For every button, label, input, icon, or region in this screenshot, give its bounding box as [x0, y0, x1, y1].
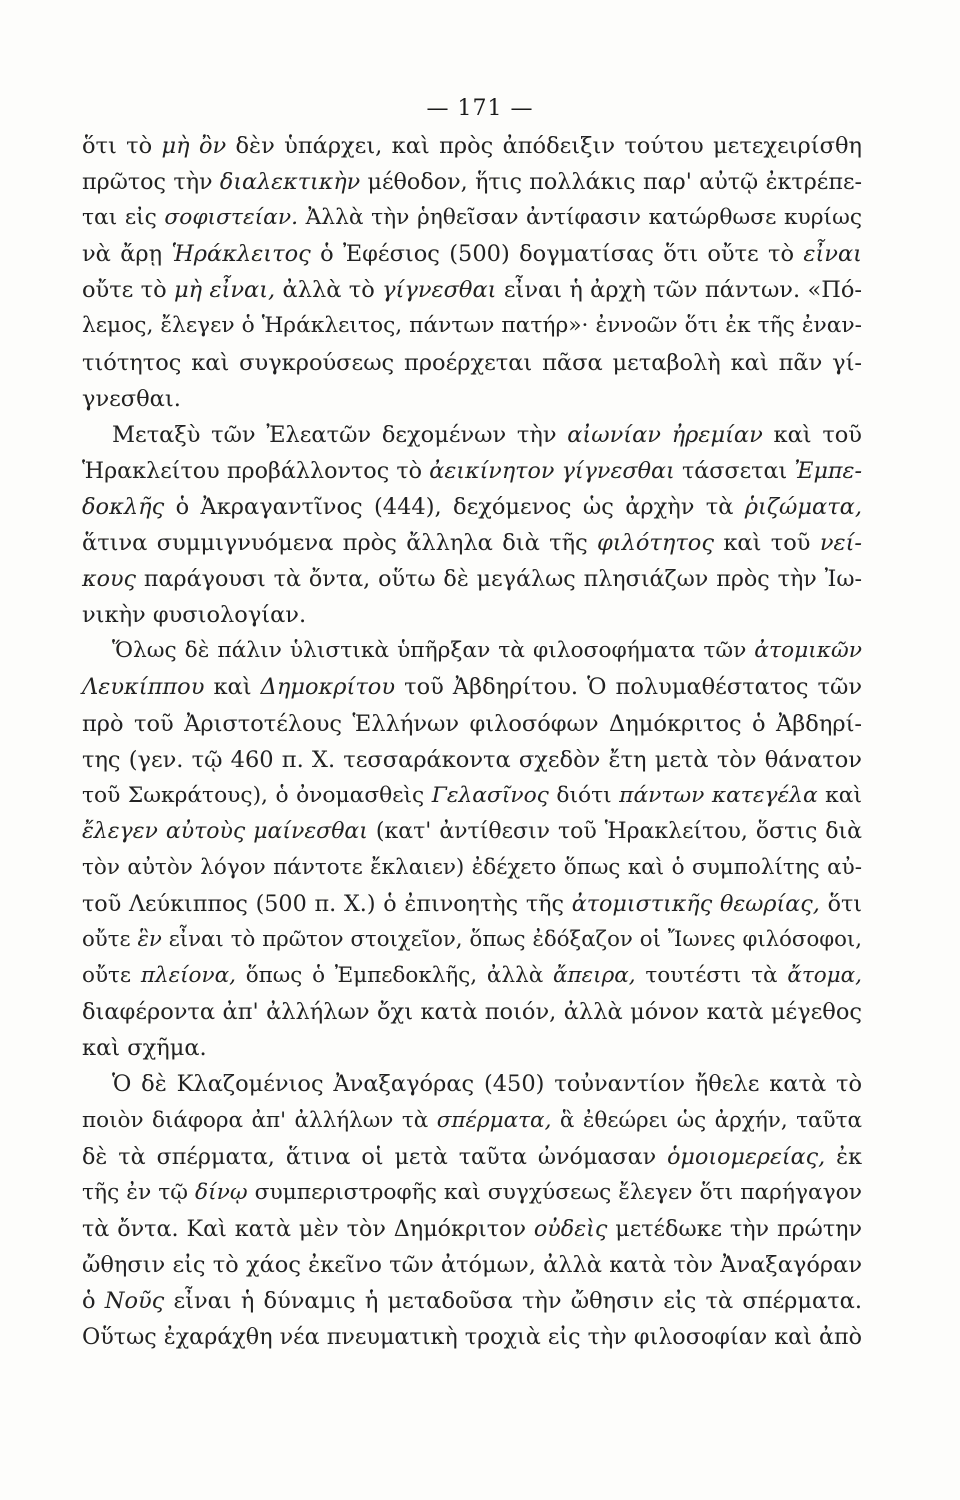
text-line — [82, 922, 862, 958]
text-segment: νὰ ἄρῃ — [82, 241, 172, 268]
italic-term: Γελασῖνος — [431, 782, 549, 808]
text-segment: συμπεριστροφῆς καὶ συγχύσεως ἔλεγεν ὅτι παρήγαγον — [247, 1179, 862, 1205]
text-line — [82, 381, 862, 417]
text-line — [82, 1211, 862, 1247]
text-segment: ὁ Ἀκραγαντῖνος (444), δεχόμενος ὡς ἀρχὴν τὰ — [164, 493, 745, 520]
text-segment: τὸν αὐτὸν λόγον πάντοτε ἔκλαιεν) ἐδέχετο ὅπως καὶ ὁ συμπολίτης αὐ- — [82, 854, 862, 880]
italic-term: Νοῦς — [104, 1288, 165, 1314]
text-segment: καὶ τοῦ — [713, 530, 820, 557]
text-line — [82, 1103, 862, 1139]
italic-term: σπέρματα, — [436, 1107, 552, 1133]
italic-term: σοφιστείαν. — [164, 205, 298, 231]
text-segment: Μεταξὺ τῶν Ἐλεατῶν δεχομένων τὴν — [112, 421, 568, 448]
text-segment: μετέδωκε τὴν πρώτην — [607, 1215, 862, 1242]
text-segment: ὅτι — [819, 890, 862, 917]
text-segment: ὁ Ἐφέσιος (500) δογματίσας ὅτι οὔτε τὸ — [310, 241, 804, 268]
text-line — [82, 345, 862, 381]
text-line — [82, 994, 862, 1030]
italic-term: Δημοκρίτου — [260, 674, 396, 701]
text-line — [82, 742, 862, 778]
italic-term: ἀτομιστικῆς θεωρίας, — [571, 890, 820, 917]
text-segment: λεμος, ἔλεγεν ὁ Ἡράκλειτος, πάντων πατήρ»· ἐννοῶν ὅτι ἐκ τῆς ἐναν- — [82, 313, 862, 339]
text-line — [82, 1030, 862, 1066]
text-segment: εἶναι τὸ πρῶτον στοιχεῖον, ὅπως ἐδόξαζον οἱ Ἴωνες φιλόσοφοι, — [161, 927, 862, 953]
text-line — [82, 128, 862, 164]
italic-term: ῥιζώματα, — [744, 493, 862, 520]
text-line — [82, 236, 862, 272]
italic-term: ἄπειρα, — [553, 963, 636, 989]
text-line — [82, 1139, 862, 1175]
text-line — [82, 308, 862, 344]
italic-term: φιλότητος — [597, 530, 714, 557]
text-segment: οὔτε τὸ — [82, 277, 174, 304]
text-segment: εἶναι ἡ ἀρχὴ τῶν πάντων. «Πό- — [496, 277, 862, 304]
text-segment: (κατ' ἀντίθεσιν τοῦ Ἡρακλείτου, ὅστις διὰ — [367, 818, 862, 844]
text-line — [82, 525, 862, 561]
text-line — [82, 1247, 862, 1283]
italic-term: ἓν — [137, 927, 162, 953]
text-segment: εἶναι ἡ δύναμις ἡ μεταδοῦσα τὴν ὤθησιν εἰς τὰ σπέρματα. — [164, 1288, 862, 1314]
text-segment: τάσσεται — [674, 457, 795, 484]
text-segment: ἀλλὰ τὸ — [275, 277, 383, 304]
text-segment: τοῦ Σωκράτους), ὁ ὀνομασθεὶς — [82, 782, 432, 808]
text-segment: καὶ — [204, 674, 261, 701]
italic-term: πάντων κατεγέλα — [619, 782, 818, 808]
text-segment: Ὅλως δὲ πάλιν ὑλιστικὰ ὑπῆρξαν τὰ φιλοσοφήματα τῶν — [112, 638, 755, 664]
text-segment: πρὸ τοῦ Ἀριστοτέλους Ἑλλήνων φιλοσόφων Δημόκριτος ὁ Ἀβδηρί- — [82, 710, 862, 737]
text-segment: τοῦ Ἀβδηρίτου. Ὁ πολυμαθέστατος τῶν — [395, 674, 862, 701]
text-segment: της (γεν. τῷ 460 π. Χ. τεσσαράκοντα σχεδὸν ἔτη μετὰ τὸν θάνατον — [82, 746, 862, 773]
text-line — [82, 164, 862, 200]
text-segment: Ἡρακλείτου προβάλλοντος τὸ — [82, 457, 430, 484]
italic-term: οὐδεὶς — [533, 1215, 608, 1242]
italic-term: Ἡράκλειτος — [171, 241, 311, 268]
italic-term: ἄτομα, — [787, 963, 862, 989]
text-segment: ὤθησιν εἰς τὸ χάος ἐκεῖνο τῶν ἀτόμων, ἀλλὰ κατὰ τὸν Ἀναξαγόραν — [82, 1251, 862, 1278]
text-segment: ται εἰς — [82, 205, 165, 231]
text-segment: τουτέστι τὰ — [635, 963, 788, 989]
text-line — [82, 1283, 862, 1319]
text-segment: τὰ ὄντα. Καὶ κατὰ μὲν τὸν Δημόκριτον — [82, 1215, 534, 1242]
italic-term: κους — [82, 566, 136, 593]
text-segment: καὶ σχῆμα. — [82, 1035, 207, 1062]
italic-term: γίγνεσθαι — [382, 277, 497, 304]
text-line — [82, 814, 862, 850]
italic-term: ἔλεγεν αὐτοὺς μαίνεσθαι — [82, 818, 368, 844]
italic-term: Ἐμπε- — [794, 457, 862, 484]
text-segment: διότι — [548, 782, 620, 808]
text-segment: ἐκ — [825, 1143, 862, 1170]
text-line — [82, 1066, 862, 1102]
text-segment: οὔτε — [82, 927, 138, 953]
text-line — [82, 489, 862, 525]
italic-term: μὴ εἶναι, — [174, 277, 276, 304]
body-text — [82, 128, 862, 1355]
text-line — [82, 669, 862, 705]
text-segment: νικὴν φυσιολογίαν. — [82, 602, 307, 629]
text-segment: μέθοδον, ἥτις πολλάκις παρ' αὐτῷ ἐκτρέπε- — [360, 169, 862, 196]
italic-term: δίνῳ — [194, 1179, 248, 1205]
text-segment: Ἀλλὰ τὴν ῥηθεῖσαν ἀντίφασιν κατώρθωσε κυρίως — [298, 205, 862, 231]
italic-term: αἰωνίαν ἠρεμίαν — [567, 421, 763, 448]
text-line — [82, 453, 862, 489]
text-line — [82, 1175, 862, 1211]
italic-term: ἀτομικῶν — [754, 638, 862, 664]
text-line — [82, 850, 862, 886]
italic-term: πλείονα, — [140, 963, 236, 989]
text-segment: γνεσθαι. — [82, 385, 181, 412]
text-segment: πρῶτος τὴν — [82, 169, 220, 196]
italic-term: νεί- — [819, 530, 862, 557]
text-segment: παράγουσι τὰ ὄντα, οὕτω δὲ μεγάλως πλησιάζων πρὸς τὴν Ἰω- — [135, 566, 862, 593]
italic-term: δοκλῆς — [82, 493, 165, 520]
text-line — [82, 200, 862, 236]
text-segment: ὁ — [82, 1288, 105, 1314]
text-line — [82, 706, 862, 742]
text-line — [82, 417, 862, 453]
italic-term: εἶναι — [803, 241, 862, 268]
italic-term: διαλεκτικὴν — [219, 169, 361, 196]
text-segment: Οὕτως ἐχαράχθη νέα πνευματικὴ τροχιὰ εἰς τὴν φιλοσοφίαν καὶ ἀπὸ — [82, 1324, 862, 1351]
text-segment: δὲν ὑπάρχει, καὶ πρὸς ἀπόδειξιν τούτου μετεχειρίσθη — [226, 133, 862, 159]
page-number: — 171 — — [426, 96, 534, 121]
text-line — [82, 272, 862, 308]
text-line — [82, 886, 862, 922]
text-segment: ὅτι τὸ — [82, 133, 162, 159]
text-segment: δὲ τὰ σπέρματα, ἅτινα οἱ μετὰ ταῦτα ὠνόμασαν — [82, 1143, 668, 1170]
text-segment: καὶ τοῦ — [762, 421, 862, 448]
text-line — [82, 633, 862, 669]
text-segment: ἃ ἐθεώρει ὡς ἀρχήν, ταῦτα — [551, 1107, 862, 1133]
text-segment: Ὁ δὲ Κλαζομένιος Ἀναξαγόρας (450) τοὐναντίον ἤθελε κατὰ τὸ — [112, 1071, 862, 1098]
text-line — [82, 778, 862, 814]
italic-term: μὴ ὂν — [161, 133, 227, 159]
text-segment: οὔτε — [82, 963, 141, 989]
italic-term: ἀεικίνητον γίγνεσθαι — [429, 457, 675, 484]
italic-term: ὁμοιομερείας, — [667, 1143, 826, 1170]
text-segment: ποιὸν διάφορα ἀπ' ἀλλήλων τὰ — [82, 1107, 437, 1133]
italic-term: Λευκίππου — [82, 674, 205, 701]
text-segment: ὅπως ὁ Ἐμπεδοκλῆς, ἀλλὰ — [235, 963, 553, 989]
text-segment: καὶ — [817, 782, 862, 808]
text-segment: ἅτινα συμμιγνυόμενα πρὸς ἄλληλα διὰ τῆς — [82, 530, 598, 557]
text-line — [82, 561, 862, 597]
text-segment: τιότητος καὶ συγκρούσεως προέρχεται πᾶσα μεταβολὴ καὶ πᾶν γί- — [82, 349, 862, 376]
text-line — [82, 958, 862, 994]
text-segment: διαφέροντα ἀπ' ἀλλήλων ὄχι κατὰ ποιόν, ἀλλὰ μόνον κατὰ μέγεθος — [82, 999, 862, 1026]
text-segment: τοῦ Λεύκιππος (500 π. Χ.) ὁ ἐπινοητὴς τῆς — [82, 890, 572, 917]
text-line — [82, 597, 862, 633]
text-line — [82, 1319, 862, 1355]
text-segment: τῆς ἐν τῷ — [82, 1179, 195, 1205]
